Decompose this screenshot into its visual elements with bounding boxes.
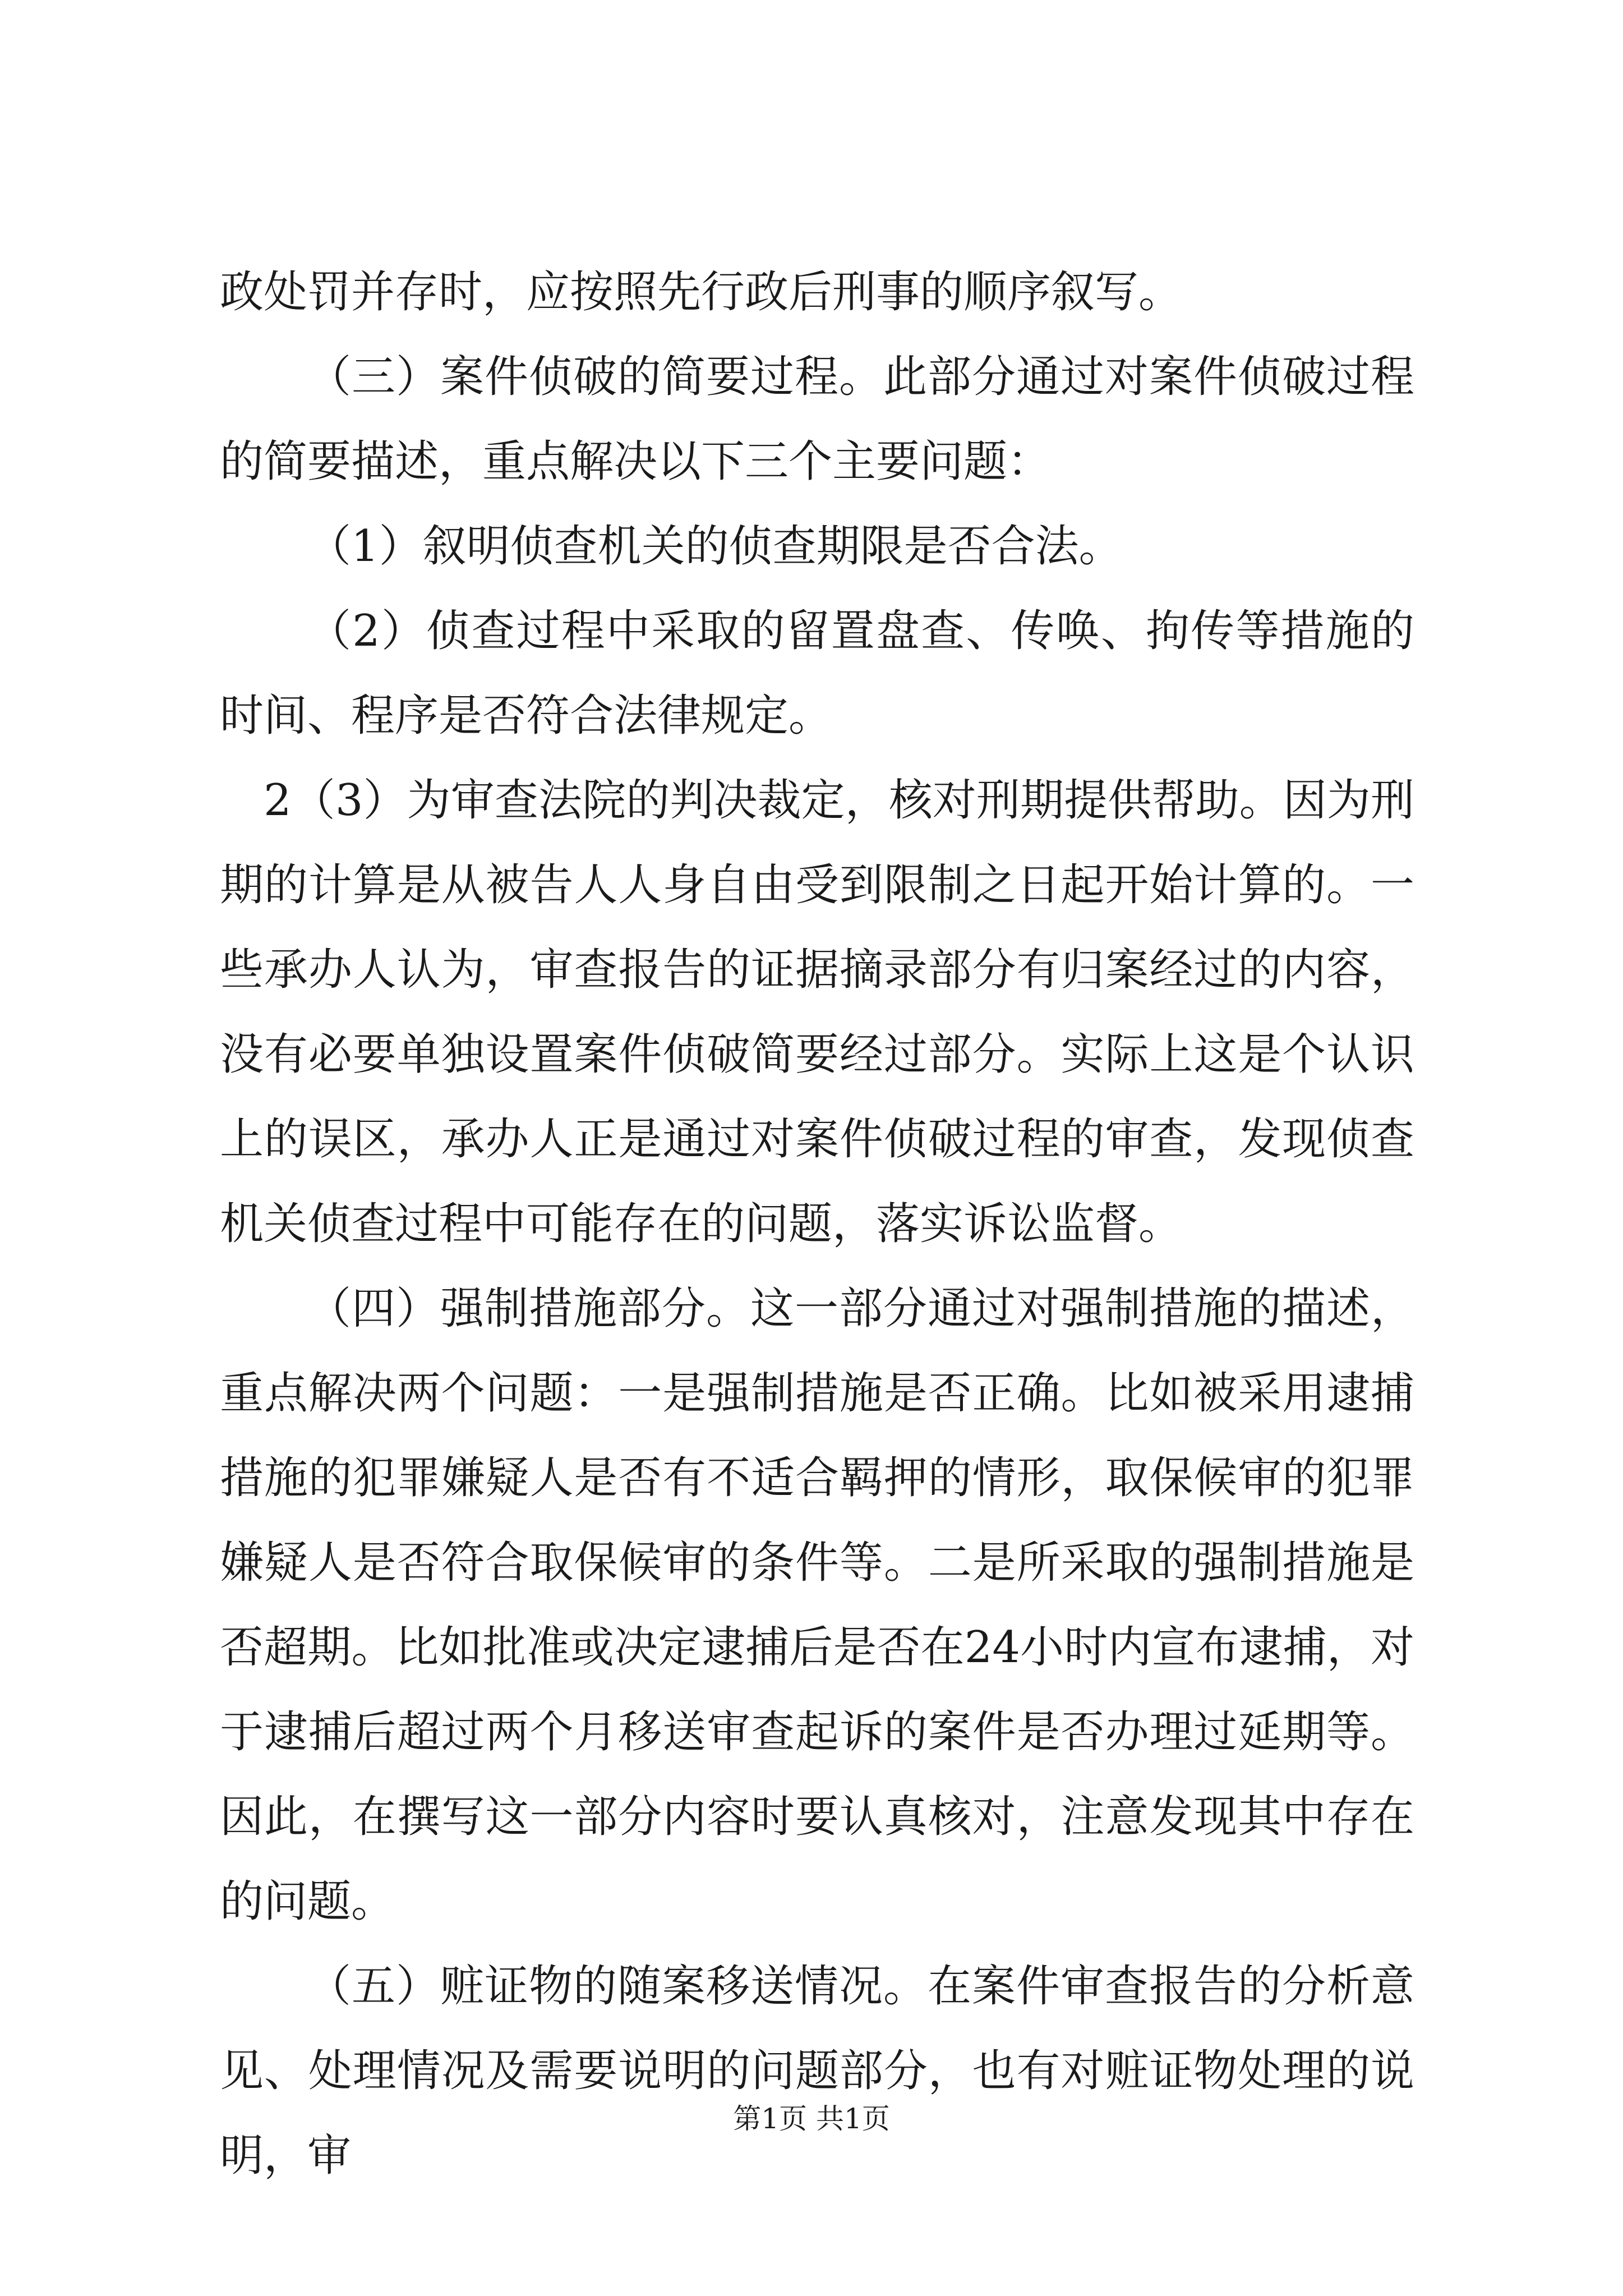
paragraph-item-two: （2）侦查过程中采取的留置盘查、传唤、拘传等措施的时间、程序是否符合法律规定。 [220,606,1414,741]
document-body [220,250,1414,2198]
paragraph-section-three: （三）案件侦破的简要过程。此部分通过对案件侦破过程的简要描述，重点解决以下三个主要问题： [220,352,1414,487]
paragraph-continuation: 政处罚并存时，应按照先行政后刑事的顺序叙写。 [220,267,1183,318]
page-footer [0,2099,1623,2138]
paragraph-item-three: 2（3）为审查法院的判决裁定，核对刑期提供帮助。因为刑期的计算是从被告人人身自由受到限制之日起开始计算的。一些承办人认为，审查报告的证据摘录部分有归案经过的内容，没有必要单独设置案件侦破简要经过部分。实际上这是个认识上的误区，承办人正是通过对案件侦破过程的审查，发现侦查机关侦查过程中可能存在的问题，落实诉讼监督。 [220,775,1414,1249]
paragraph-section-five: （五）赃证物的随案移送情况。在案件审查报告的分析意见、处理情况及需要说明的问题部分，也有对赃证物处理的说明，审 [220,1961,1414,2181]
page-number-label: 第1页 共1页 [733,2102,890,2135]
paragraph-item-one: （1）叙明侦查机关的侦查期限是否合法。 [307,521,1123,572]
paragraph-section-four: （四）强制措施部分。这一部分通过对强制措施的描述，重点解决两个问题：一是强制措施是否正确。比如被采用逮捕措施的犯罪嫌疑人是否有不适合羁押的情形，取保候审的犯罪嫌疑人是否符合取保候审的条件等。二是所采取的强制措施是否超期。比如批准或决定逮捕后是否在24小时内宣布逮捕，对于逮捕后超过两个月移送审查起诉的案件是否办理过延期等。因此，在撰写这一部分内容时要认真核对，注意发现其中存在的问题。 [220,1283,1414,1927]
